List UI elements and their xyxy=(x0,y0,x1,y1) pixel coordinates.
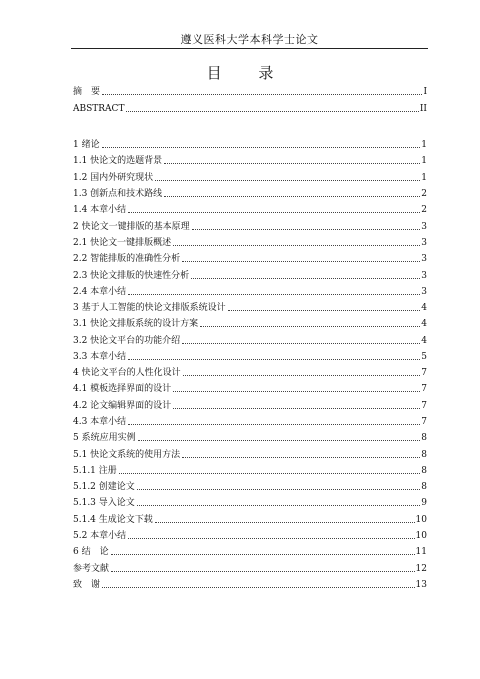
toc-leader-dots xyxy=(173,245,420,246)
toc-entry-page: 10 xyxy=(415,531,427,541)
header-divider xyxy=(71,48,428,49)
toc-entry-label: 4 快论文平台的人性化设计 xyxy=(73,368,181,378)
toc-entry[interactable] xyxy=(73,561,427,575)
toc-entry[interactable] xyxy=(73,251,427,265)
toc-leader-dots xyxy=(137,489,421,490)
toc-entry[interactable] xyxy=(73,153,427,167)
toc-entry-page: 9 xyxy=(421,498,427,508)
toc-entry-label: 1.3 创新点和技术路线 xyxy=(73,189,163,199)
toc-entry[interactable] xyxy=(73,544,427,558)
toc-entry-page: 5 xyxy=(421,352,427,362)
toc-entry-page: 3 xyxy=(421,238,427,248)
toc-entry-label: 5.1.4 生成论文下载 xyxy=(73,515,153,525)
toc-entry[interactable] xyxy=(73,333,427,347)
toc-entry-label: 4.3 本章小结 xyxy=(73,417,127,427)
toc-leader-dots xyxy=(200,326,420,327)
toc-entry[interactable] xyxy=(73,512,427,526)
toc-entry[interactable] xyxy=(73,495,427,509)
toc-leader-dots xyxy=(228,310,421,311)
toc-entry-label: 5.2 本章小结 xyxy=(73,531,127,541)
toc-entry-label: 参考文献 xyxy=(73,564,110,574)
toc-leader-dots xyxy=(183,375,421,376)
toc-leader-dots xyxy=(164,196,420,197)
toc-entry[interactable] xyxy=(73,577,427,591)
toc-leader-dots xyxy=(155,522,415,523)
toc-entry-page: 8 xyxy=(421,482,427,492)
toc-entry-label: 5.1 快论文系统的使用方法 xyxy=(73,450,181,460)
toc-entry[interactable] xyxy=(73,430,427,444)
toc-entry[interactable] xyxy=(73,101,427,115)
toc-entry[interactable] xyxy=(73,381,427,395)
toc-entry-page: 7 xyxy=(421,384,427,394)
toc-entry-label: 2.1 快论文一键排版概述 xyxy=(73,238,172,248)
toc-entry-label: 4.1 模板选择界面的设计 xyxy=(73,384,172,394)
toc-entry[interactable] xyxy=(73,284,427,298)
toc-entry-page: 2 xyxy=(421,189,427,199)
toc-entry[interactable] xyxy=(73,202,427,216)
toc-entry-label: 5.1.3 导入论文 xyxy=(73,498,135,508)
toc-leader-dots xyxy=(128,424,420,425)
toc-entry-label: 致 谢 xyxy=(73,580,101,590)
toc-entry[interactable] xyxy=(73,447,427,461)
toc-entry-label: 4.2 论文编辑界面的设计 xyxy=(73,401,172,411)
toc-leader-dots xyxy=(164,163,420,164)
toc-entry[interactable] xyxy=(73,300,427,314)
toc-entry-page: 3 xyxy=(421,254,427,264)
toc-entry[interactable] xyxy=(73,398,427,412)
toc-entry-label: 3.3 本章小结 xyxy=(73,352,127,362)
toc-entry-page: 10 xyxy=(415,515,427,525)
toc-entry-page: 12 xyxy=(415,564,427,574)
toc-title: 目 录 xyxy=(206,64,290,82)
toc-entry[interactable] xyxy=(73,186,427,200)
toc-entry-page: I xyxy=(423,87,427,97)
page-header: 遵义医科大学本科学士论文 xyxy=(180,33,319,46)
toc-entry[interactable] xyxy=(73,137,427,151)
toc-entry-page: 7 xyxy=(421,401,427,411)
toc-leader-dots xyxy=(128,538,414,539)
toc-entry[interactable] xyxy=(73,170,427,184)
toc-entry-label: ABSTRACT xyxy=(73,104,125,114)
toc-entry-label: 2.2 智能排版的准确性分析 xyxy=(73,254,181,264)
toc-entry-page: 7 xyxy=(421,368,427,378)
toc-entry-label: 5 系统应用实例 xyxy=(73,433,136,443)
toc-entry-page: 3 xyxy=(421,287,427,297)
toc-entry[interactable] xyxy=(73,235,427,249)
toc-entry-page: 4 xyxy=(421,303,427,313)
toc-entry-label: 6 结 论 xyxy=(73,547,109,557)
toc-entry-page: 4 xyxy=(421,319,427,329)
toc-entry-page: 1 xyxy=(421,173,427,183)
toc-entry-page: 7 xyxy=(421,417,427,427)
toc-entry-label: 3.1 快论文排版系统的设计方案 xyxy=(73,319,199,329)
toc-entry[interactable] xyxy=(73,268,427,282)
toc-leader-dots xyxy=(128,212,420,213)
toc-entry-page: 8 xyxy=(421,433,427,443)
toc-entry[interactable] xyxy=(73,479,427,493)
toc-leader-dots xyxy=(191,278,420,279)
toc-leader-dots xyxy=(173,391,420,392)
toc-leader-dots xyxy=(119,473,421,474)
toc-leader-dots xyxy=(137,505,421,506)
toc-leader-dots xyxy=(102,147,421,148)
toc-entry[interactable] xyxy=(73,528,427,542)
toc-entry[interactable] xyxy=(73,84,427,98)
toc-leader-dots xyxy=(126,111,418,112)
toc-entry-page: 11 xyxy=(415,547,427,557)
toc-entry[interactable] xyxy=(73,414,427,428)
toc-entry-label: 2.3 快论文排版的快速性分析 xyxy=(73,271,190,281)
toc-entry-page: 4 xyxy=(421,336,427,346)
toc-entry-page: 13 xyxy=(415,580,427,590)
toc-entry-page: 3 xyxy=(421,271,427,281)
toc-entry-page: 1 xyxy=(421,156,427,166)
toc-leader-dots xyxy=(155,180,420,181)
toc-entry-label: 3.2 快论文平台的功能介绍 xyxy=(73,336,181,346)
toc-entry-page: 3 xyxy=(421,222,427,232)
toc-entry-label: 摘 要 xyxy=(73,87,101,97)
toc-leader-dots xyxy=(102,587,415,588)
toc-entry[interactable] xyxy=(73,316,427,330)
toc-leader-dots xyxy=(128,294,420,295)
toc-entry[interactable] xyxy=(73,365,427,379)
toc-entry-label: 1.4 本章小结 xyxy=(73,205,127,215)
toc-entry-page: 2 xyxy=(421,205,427,215)
toc-entry[interactable] xyxy=(73,219,427,233)
toc-entry-label: 5.1.2 创建论文 xyxy=(73,482,135,492)
toc-entry[interactable] xyxy=(73,349,427,363)
toc-entry[interactable] xyxy=(73,463,427,477)
toc-leader-dots xyxy=(182,343,420,344)
toc-leader-dots xyxy=(192,229,421,230)
toc-entry-label: 1.1 快论文的选题背景 xyxy=(73,156,163,166)
toc-entry-label: 2 快论文一键排版的基本原理 xyxy=(73,222,190,232)
toc-leader-dots xyxy=(138,440,421,441)
toc-leader-dots xyxy=(128,359,420,360)
toc-entry-page: 1 xyxy=(421,140,427,150)
toc-leader-dots xyxy=(182,261,420,262)
toc-entry-page: 8 xyxy=(421,466,427,476)
toc-leader-dots xyxy=(173,408,420,409)
toc-leader-dots xyxy=(111,571,415,572)
toc-entry-label: 3 基于人工智能的快论文排版系统设计 xyxy=(73,303,226,313)
toc-entry-label: 2.4 本章小结 xyxy=(73,287,127,297)
toc-entry-label: 5.1.1 注册 xyxy=(73,466,117,476)
toc-entry-page: II xyxy=(419,104,427,114)
toc-entry-label: 1.2 国内外研究现状 xyxy=(73,173,154,183)
toc-leader-dots xyxy=(102,94,422,95)
toc-entry-page: 8 xyxy=(421,450,427,460)
toc-entry-label: 1 绪论 xyxy=(73,140,100,150)
toc-leader-dots xyxy=(182,457,420,458)
toc-leader-dots xyxy=(111,554,415,555)
